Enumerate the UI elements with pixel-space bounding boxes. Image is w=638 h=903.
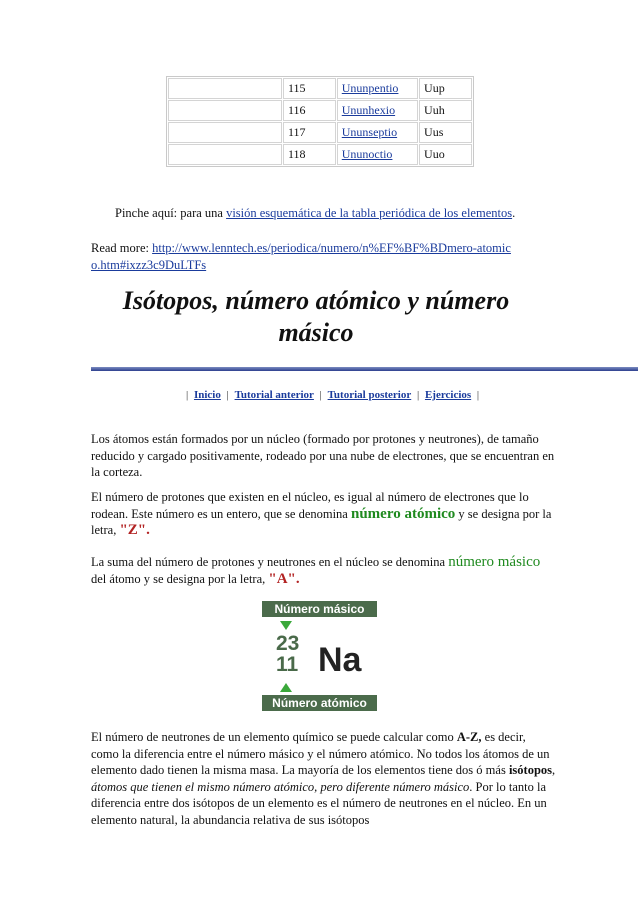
blank-cell [168,100,282,121]
atomic-number-cell: 116 [283,100,336,121]
p4-text-d: . Por lo tanto la diferencia entre dos isótopos de un elemento es el número de neutrones en el núcleo. En un elemento natural, la abundancia relativa de sus isótopos [91,779,547,827]
paragraph-isotopes [91,729,556,828]
symbol-cell: Uup [419,78,472,99]
term-mass-number: número másico [448,554,541,570]
element-name-link[interactable]: Ununoctio [341,147,393,161]
paragraph-atoms: Los átomos están formados por un núcleo (formado por protones y neutrones), de tamaño reducido y cargado positivamente, rodeado por una nube de electrones, que se encuentran en la corteza. [91,432,555,479]
element-name-link[interactable]: Ununhexio [341,103,396,117]
element-name-cell [337,100,418,121]
read-more [91,240,511,274]
symbol-cell: Uuh [419,100,472,121]
p3-text-a: La suma del número de protones y neutrones en el núcleo se denomina [91,555,449,569]
p2-text-a: El número de protones que existen en el núcleo, es igual al número de electrones que lo rodean. Este número es un entero, que se denomina [91,490,529,521]
arrow-up-icon [280,683,292,692]
element-name-cell [337,78,418,99]
nav-tutorial-anterior[interactable]: Tutorial anterior [234,389,314,401]
symbol-cell: Uus [419,122,472,143]
readmore-prefix: Read more: [91,241,153,255]
nav-ejercicios[interactable]: Ejercicios [424,389,472,401]
paragraph-mass-number [91,554,556,587]
symbol-cell: Uuo [419,144,472,165]
element-name-cell [337,122,418,143]
table-row [168,100,472,121]
mass-number-label: Número másico [262,601,377,617]
table-row [168,122,472,143]
paragraph-atomic-number [91,489,556,539]
elements-table [166,76,474,167]
table-row [168,144,472,165]
tutorial-nav [185,389,480,401]
blank-cell [168,144,282,165]
pinche-suffix: . [512,206,516,220]
sodium-notation-figure [262,601,377,713]
element-name-link[interactable]: Ununpentio [341,81,399,95]
element-name-link[interactable]: Ununseptio [341,125,398,139]
schematic-table-link[interactable]: visión esquemática de la tabla periódica de los elementos [226,206,513,220]
nav-separator: | [319,389,322,401]
element-name-cell [337,144,418,165]
p4-text-c: , [552,763,556,777]
p2-text-b: y se designa por la letra, [91,506,552,537]
pinche-prefix: Pinche aquí: para una [115,206,227,220]
table-row [168,78,472,99]
term-atomic-number: número atómico [351,505,456,522]
nav-tutorial-posterior[interactable]: Tutorial posterior [327,389,412,401]
divider [91,367,638,371]
p3-text-b: del átomo y se designa por la letra, [91,571,269,586]
readmore-link[interactable]: http://www.lenntech.es/periodica/numero/n%EF%BF%BDmero-atomico.htm#ixzz3c9DuLTFs [91,241,511,272]
atomic-number-label: Número atómico [262,695,377,711]
page-title: Isótopos, número atómico y número másico [122,286,510,347]
letter-z: "Z". [119,522,150,538]
nav-inicio[interactable]: Inicio [193,389,221,401]
letter-a: "A". [268,570,300,587]
atomic-number-cell: 115 [283,78,336,99]
nav-separator: | [226,389,229,401]
nav-separator: | [186,389,189,401]
isotope-definition: átomos que tienen el mismo número atómico, pero diferente número másico [91,779,470,794]
blank-cell [168,78,282,99]
atomic-number-cell: 118 [283,144,336,165]
element-symbol: Na [318,641,362,679]
p4-text-a: El número de neutrones de un elemento químico se puede calcular como [91,730,457,744]
arrow-down-icon [280,621,292,630]
nav-separator: | [476,389,480,401]
atomic-number-cell: 117 [283,122,336,143]
blank-cell [168,122,282,143]
schematic-link-line [115,206,515,221]
formula-a-z: A-Z, [456,730,482,744]
mass-number-value: 23 [276,632,300,655]
p4-text-b: es decir, como la diferencia entre el número másico y el número atómico. No todos los átomos de un elemento dado tienen la misma masa. La mayoría de los elementos tiene dos ó más [91,730,550,777]
atomic-number-value: 11 [276,653,299,676]
term-isotopes: isótopos [508,763,553,777]
nav-separator: | [416,389,420,401]
